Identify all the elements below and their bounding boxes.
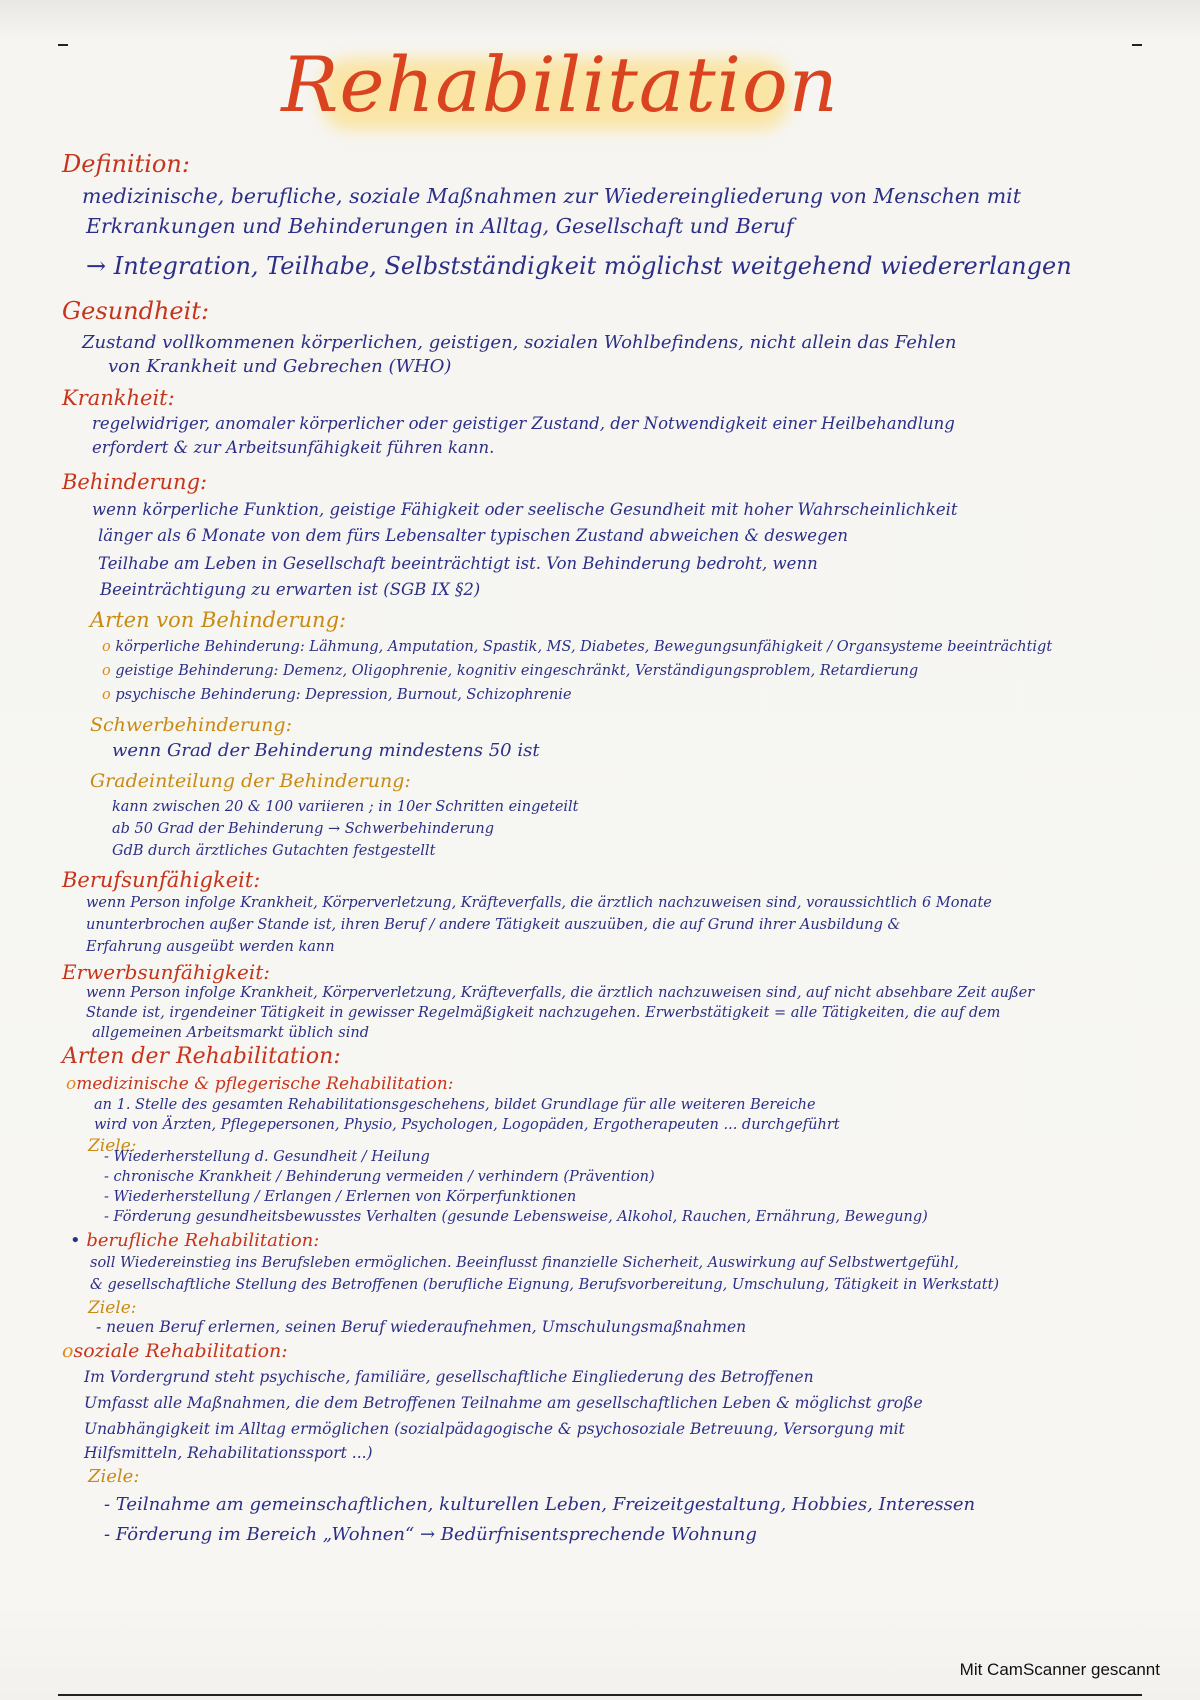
heading-arten-rehabilitation: Arten der Rehabilitation: xyxy=(62,1044,341,1069)
soziale-reha-line: Umfasst alle Maßnahmen, die dem Betroffenen Teilnahme am gesellschaftlichen Leben & möglichst große xyxy=(84,1394,923,1412)
behinderung-line: Beeinträchtigung zu erwarten ist (SGB IX §2) xyxy=(100,580,481,599)
berufliche-reha-line: soll Wiedereinstieg ins Berufsleben ermöglichen. Beeinflusst finanzielle Sicherheit, Auswirkung auf Selbstwertgefühl, xyxy=(90,1255,959,1271)
arten-behinderung-item: o körperliche Behinderung: Lähmung, Amputation, Spastik, MS, Diabetes, Bewegungsunfähigkeit / Organsysteme beeinträchtigt xyxy=(102,639,1053,655)
arten-behinderung-item: o psychische Behinderung: Depression, Burnout, Schizophrenie xyxy=(102,687,572,703)
heading-krankheit: Krankheit: xyxy=(62,386,175,410)
gradeinteilung-line: GdB durch ärztliches Gutachten festgestellt xyxy=(112,843,436,859)
gesundheit-line: von Krankheit und Gebrechen (WHO) xyxy=(108,356,452,377)
subheading-gradeinteilung: Gradeinteilung der Behinderung: xyxy=(90,770,411,792)
heading-definition: Definition: xyxy=(62,150,190,178)
krankheit-line: regelwidriger, anomaler körperlicher oder geistiger Zustand, der Notwendigkeit einer Heilbehandlung xyxy=(92,414,955,433)
ziele-item: - Förderung im Bereich „Wohnen“ → Bedürfnisentsprechende Wohnung xyxy=(104,1524,757,1545)
berufsunfaehigkeit-line: ununterbrochen außer Stande ist, ihren Beruf / andere Tätigkeit auszuüben, die auf Grund ihrer Ausbildung & xyxy=(86,917,901,933)
subheading-arten-behinderung: Arten von Behinderung: xyxy=(90,608,347,632)
ziele-label: Ziele: xyxy=(88,1136,137,1156)
heading-erwerbsunfaehigkeit: Erwerbsunfähigkeit: xyxy=(62,960,271,984)
heading-behinderung: Behinderung: xyxy=(62,470,208,494)
berufsunfaehigkeit-line: Erfahrung ausgeübt werden kann xyxy=(86,939,335,955)
gradeinteilung-line: ab 50 Grad der Behinderung → Schwerbehinderung xyxy=(112,821,494,837)
ziele-label: Ziele: xyxy=(88,1466,140,1487)
ziele-label: Ziele: xyxy=(88,1298,137,1318)
scanner-watermark: Mit CamScanner gescannt xyxy=(959,1660,1160,1679)
krankheit-line: erfordert & zur Arbeitsunfähigkeit führen kann. xyxy=(92,438,495,457)
arten-behinderung-item: o geistige Behinderung: Demenz, Oligophrenie, kognitiv eingeschränkt, Verständigungsproblem, Retardierung xyxy=(102,663,919,679)
page-edge-line xyxy=(58,1694,1142,1696)
ziele-item: - Teilnahme am gemeinschaftlichen, kulturellen Leben, Freizeitgestaltung, Hobbies, Interessen xyxy=(104,1494,976,1515)
ziele-item: - chronische Krankheit / Behinderung vermeiden / verhindern (Prävention) xyxy=(104,1169,655,1185)
heading-berufsunfaehigkeit: Berufsunfähigkeit: xyxy=(62,868,261,892)
definition-line: medizinische, berufliche, soziale Maßnahmen zur Wiedereingliederung von Menschen mit xyxy=(82,184,1021,208)
gradeinteilung-line: kann zwischen 20 & 100 variieren ; in 10er Schritten eingeteilt xyxy=(112,799,579,815)
behinderung-line: länger als 6 Monate von dem fürs Lebensalter typischen Zustand abweichen & deswegen xyxy=(98,526,849,545)
erwerbsunfaehigkeit-line: wenn Person infolge Krankheit, Körperverletzung, Kräfteverfalls, die ärztlich nachzuweisen sind, auf nicht absehbare Zeit außer xyxy=(86,985,1035,1001)
soziale-reha-line: Hilfsmitteln, Rehabilitationssport ...) xyxy=(84,1444,373,1462)
gesundheit-line: Zustand vollkommenen körperlichen, geistigen, sozialen Wohlbefindens, nicht allein das Fehlen xyxy=(82,332,957,353)
scan-corner-mark xyxy=(1132,44,1142,46)
subheading-berufliche-reha: • berufliche Rehabilitation: xyxy=(70,1230,320,1251)
medizinische-reha-line: wird von Ärzten, Pflegepersonen, Physio, Psychologen, Logopäden, Ergotherapeuten ... durchgeführt xyxy=(94,1117,840,1133)
subheading-schwerbehinderung: Schwerbehinderung: xyxy=(90,714,292,736)
subheading-medizinische-reha: omedizinische & pflegerische Rehabilitation: xyxy=(66,1074,454,1094)
definition-line: Erkrankungen und Behinderungen in Alltag, Gesellschaft und Beruf xyxy=(86,214,794,238)
medizinische-reha-line: an 1. Stelle des gesamten Rehabilitationsgeschehens, bildet Grundlage für alle weiteren Bereiche xyxy=(94,1097,816,1113)
ziele-item: - Wiederherstellung / Erlangen / Erlernen von Körperfunktionen xyxy=(104,1189,577,1205)
soziale-reha-line: Im Vordergrund steht psychische, familiäre, gesellschaftliche Eingliederung des Betroffenen xyxy=(84,1368,814,1386)
definition-line: → Integration, Teilhabe, Selbstständigkeit möglichst weitgehend wiedererlangen xyxy=(86,252,1072,280)
berufsunfaehigkeit-line: wenn Person infolge Krankheit, Körperverletzung, Kräfteverfalls, die ärztlich nachzuweisen sind, voraussichtlich 6 Monate xyxy=(86,895,992,911)
ziele-item: - Wiederherstellung d. Gesundheit / Heilung xyxy=(104,1149,430,1165)
erwerbsunfaehigkeit-line: Stande ist, irgendeiner Tätigkeit in gewisser Regelmäßigkeit nachzugehen. Erwerbstätigkeit = alle Tätigkeiten, die auf dem xyxy=(86,1005,1001,1021)
ziele-item: - Förderung gesundheitsbewusstes Verhalten (gesunde Lebensweise, Alkohol, Rauchen, Ernährung, Bewegung) xyxy=(104,1209,928,1225)
behinderung-line: Teilhabe am Leben in Gesellschaft beeinträchtigt ist. Von Behinderung bedroht, wenn xyxy=(98,554,818,573)
heading-gesundheit: Gesundheit: xyxy=(62,297,210,325)
erwerbsunfaehigkeit-line: allgemeinen Arbeitsmarkt üblich sind xyxy=(92,1025,370,1041)
ziele-item: - neuen Beruf erlernen, seinen Beruf wiederaufnehmen, Umschulungsmaßnahmen xyxy=(96,1318,747,1336)
berufliche-reha-line: & gesellschaftliche Stellung des Betroffenen (berufliche Eignung, Berufsvorbereitung, Umschulung, Tätigkeit in Werkstatt) xyxy=(90,1277,1000,1293)
schwerbehinderung-line: wenn Grad der Behinderung mindestens 50 ist xyxy=(112,740,540,761)
behinderung-line: wenn körperliche Funktion, geistige Fähigkeit oder seelische Gesundheit mit hoher Wahrscheinlichkeit xyxy=(92,500,958,519)
page-title: Rehabilitation xyxy=(281,40,839,129)
subheading-soziale-reha: osoziale Rehabilitation: xyxy=(62,1340,288,1362)
soziale-reha-line: Unabhängigkeit im Alltag ermöglichen (sozialpädagogische & psychosoziale Betreuung, Versorgung mit xyxy=(84,1420,905,1438)
